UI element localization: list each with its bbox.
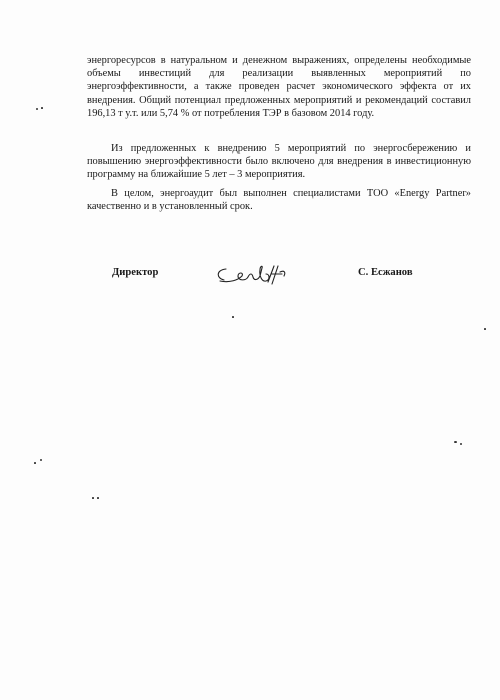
scan-speck: [34, 462, 36, 464]
scan-speck: [97, 497, 99, 499]
signature-block: [0, 260, 500, 290]
scan-speck: [232, 316, 234, 318]
scan-speck: [41, 107, 43, 109]
handwritten-signature: [208, 260, 298, 290]
scan-speck: [460, 443, 462, 445]
scan-speck: [36, 108, 38, 110]
scan-speck: [484, 328, 486, 330]
scan-speck: [92, 497, 94, 499]
signatory-role: Директор: [112, 267, 159, 278]
paragraph-results: энергоресурсов в натуральном и денежном выражениях, определены необходимые объемы инвестиций для реализации выявленных мероприятий по энергоэффективности, а также проведен расчет экономического эффекта от их внедрения. Общий потенциал предложенных мероприятий и рекомендаций составил 196,13 т у.т. или 5,74 % от потребления ТЭР в базовом 2014 году.: [87, 55, 471, 119]
scan-speck: [454, 441, 457, 443]
scan-speck: [40, 459, 42, 461]
paragraph-measures: Из предложенных к внедрению 5 мероприятий по энергосбережению и повышению энергоэффективности было включено для внедрения в инвестиционную программу на ближайшие 5 лет – 3 мероприятия.: [87, 143, 471, 181]
signatory-name: С. Есжанов: [358, 267, 413, 278]
paragraph-conclusion: В целом, энергоаудит был выполнен специалистами ТОО «Energy Partner» качественно и в установленный срок.: [87, 188, 471, 213]
